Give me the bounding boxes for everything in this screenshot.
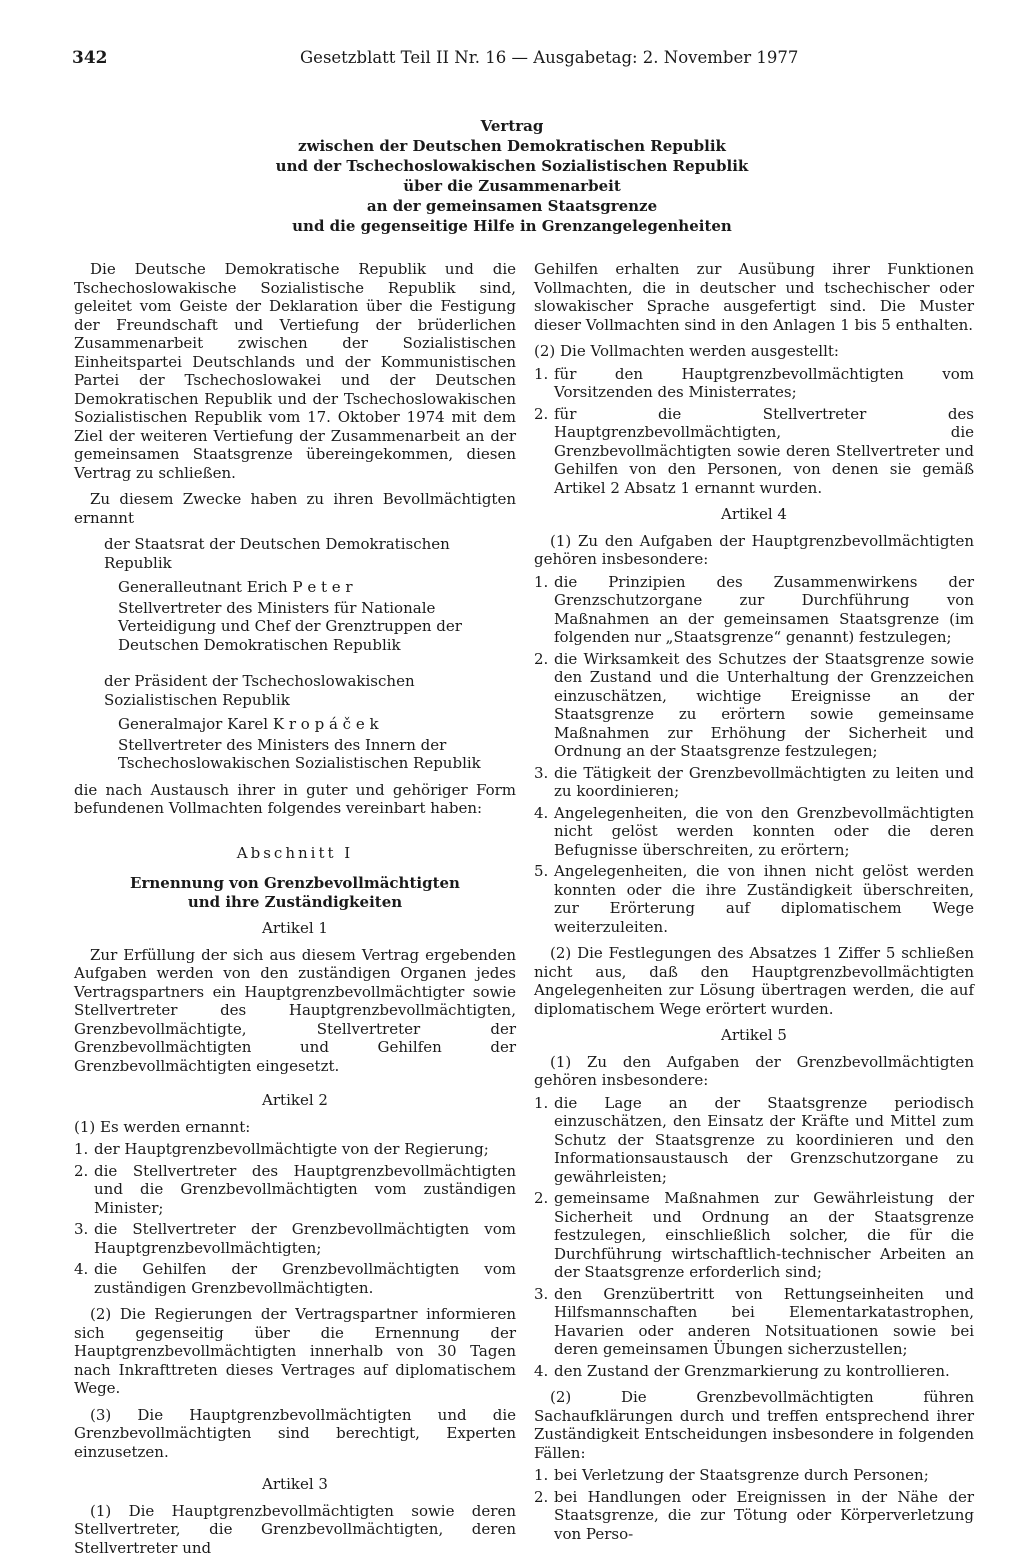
party-1: der Staatsrat der Deutschen Demokratischen Republik (104, 535, 450, 572)
article-4-heading: Artikel 4 (721, 505, 787, 523)
representative-2-name: Generalmajor Karel K r o p á č e k (118, 715, 379, 733)
representative-1-name: Generalleutnant Erich P e t e r (118, 578, 353, 596)
item-number: 2. (534, 1487, 549, 1506)
item-text: die Wirksamkeit des Schutzes der Staatsgrenze sowie den Zustand und die Unterhaltung der Grenzzeichen einzuschätzen, wichtige Ereignisse an der Staatsgrenze zu erörtern sowie gemeinsame Maßnahmen zur Erhöhung der Sicherheit und Ordnung an der Staatsgrenze festzulegen; (554, 649, 974, 760)
item-text: Angelegenheiten, die von den Grenzbevollmächtigten nicht gelöst werden konnten oder die deren Befugnisse überschreiten, zu erörtern; (554, 803, 974, 859)
title-line: und der Tschechoslowakischen Sozialistischen Republik (275, 157, 749, 175)
item-text: bei Verletzung der Staatsgrenze durch Personen; (554, 1466, 929, 1484)
item-text: Angelegenheiten, die von ihnen nicht gelöst werden konnten oder die ihre Zuständigkeit überschreiten, zur Erörterung auf diplomatischem Wege weiterzuleiten. (554, 862, 974, 936)
item-number: 1. (534, 572, 549, 591)
article-3-heading: Artikel 3 (262, 1475, 328, 1493)
item-text: für die Stellvertreter des Hauptgrenzbevollmächtigten, die Grenzbevollmächtigten sowie deren Stellvertreter und Gehilfen von den Personen, von denen sie gemäß Artikel 2 Absatz 1 ernannt wurden. (554, 404, 974, 497)
article-3-paragraph-2: (2) Die Vollmachten werden ausgestellt: (534, 342, 839, 360)
item-number: 1. (74, 1140, 89, 1158)
item-number: 3. (534, 1284, 549, 1303)
article-1-heading: Artikel 1 (262, 919, 328, 937)
article-4-paragraph-1: (1) Zu den Aufgaben der Hauptgrenzbevollmächtigten gehören insbesondere: (534, 531, 974, 568)
article-3-continuation: Gehilfen erhalten zur Ausübung ihrer Funktionen Vollmachten, die in deutscher und tschechischer oder slowakischer Sprache ausgefertigt sind. Die Muster dieser Vollmachten sind in den Anlagen 1 bis 5 enthalten. (534, 260, 974, 334)
page-header (72, 48, 952, 74)
list-item (534, 804, 974, 860)
article-4-paragraph-2: (2) Die Festlegungen des Absatzes 1 Ziffer 5 schließen nicht aus, daß den Hauptgrenzbevollmächtigten Angelegenheiten zur Lösung übertragen werden, die auf diplomatischem Wege erörtert wurden. (534, 944, 974, 1018)
list-item (534, 1466, 974, 1485)
appointment-intro: Zu diesem Zwecke haben zu ihren Bevollmächtigten ernannt (74, 490, 516, 527)
left-column (74, 260, 516, 1565)
list-item (534, 365, 974, 402)
item-number: 2. (534, 649, 549, 668)
item-text: die Stellvertreter des Hauptgrenzbevollmächtigten und die Grenzbevollmächtigten vom zuständigen Minister; (94, 1161, 516, 1217)
item-number: 1. (534, 364, 549, 383)
section-title-line-1: Ernennung von Grenzbevollmächtigten (130, 874, 460, 892)
title-line: Vertrag (480, 117, 544, 135)
item-text: die Stellvertreter der Grenzbevollmächtigten vom Hauptgrenzbevollmächtigten; (94, 1220, 516, 1257)
list-item (534, 1285, 974, 1359)
section-title-line-2: und ihre Zuständigkeiten (187, 892, 403, 911)
title-line: über die Zusammenarbeit (403, 177, 621, 195)
item-text: für den Hauptgrenzbevollmächtigten vom Vorsitzenden des Ministerrates; (554, 364, 974, 401)
representative-1-description: Stellvertreter des Ministers für Nationale Verteidigung und Chef der Grenztruppen der Deutschen Demokratischen Republik (118, 598, 462, 654)
preamble: Die Deutsche Demokratische Republik und die Tschechoslowakische Sozialistische Republik sind, geleitet vom Geiste der Deklaration über die Festigung der Freundschaft und Vertiefung der brüderlichen Zusammenarbeit zwischen der Sozialistischen Einheitspartei Deutschlands und der Kommunistischen Partei der Tschechoslowakei und der Deutschen Demokratischen Republik und der Tschechoslowakischen Sozialistischen Republik vom 17. Oktober 1974 mit dem Ziel der weiteren Vertiefung der Zusammenarbeit an der gemeinsamen Staatsgrenze übereingekommen, diesen Vertrag zu schließen. (74, 260, 516, 482)
article-5-paragraph-2: (2) Die Grenzbevollmächtigten führen Sachaufklärungen durch und treffen entsprechend ihrer Zuständigkeit Entscheidungen insbesondere in folgenden Fällen: (534, 1388, 974, 1462)
representative-2-description: Stellvertreter des Ministers des Innern der Tschechoslowakischen Sozialistischen Republik (118, 735, 481, 772)
page-number: 342 (72, 48, 108, 68)
item-number: 4. (534, 1361, 549, 1380)
section-heading: Abschnitt I (236, 843, 354, 862)
item-number: 2. (534, 404, 549, 423)
item-number: 5. (534, 862, 549, 880)
closing-formula: die nach Austausch ihrer in guter und gehöriger Form befundenen Vollmachten folgendes vereinbart haben: (74, 780, 516, 817)
title-line: zwischen der Deutschen Demokratischen Republik (298, 137, 726, 155)
list-item (74, 1140, 516, 1159)
article-2-paragraph-2: (2) Die Regierungen der Vertragspartner informieren sich gegenseitig über die Ernennung der Hauptgrenzbevollmächtigten innerhalb von 30 Tagen nach Inkrafttreten dieses Vertrages auf diplomatischem Wege. (74, 1305, 516, 1397)
article-2-heading: Artikel 2 (262, 1091, 328, 1109)
item-number: 3. (534, 763, 549, 782)
article-3-paragraph-1: (1) Die Hauptgrenzbevollmächtigten sowie deren Stellvertreter, die Grenzbevollmächtigten, deren Stellvertreter und (74, 1501, 516, 1557)
title-line: und die gegenseitige Hilfe in Grenzangelegenheiten (292, 217, 732, 235)
item-number: 2. (74, 1161, 89, 1180)
list-item (534, 1189, 974, 1282)
list-item (534, 1488, 974, 1544)
item-text: gemeinsame Maßnahmen zur Gewährleistung der Sicherheit und Ordnung an der Staatsgrenze festzulegen, einschließlich solcher, die für die Durchführung wirtschaftlich-technischer Arbeiten an der Staatsgrenze erforderlich sind; (554, 1189, 974, 1281)
item-text: die Lage an der Staatsgrenze periodisch einzuschätzen, den Einsatz der Kräfte und Mittel zum Schutz der Staatsgrenze zu koordinieren und den Informationsaustausch der Grenzschutzorgane zu gewährleisten; (554, 1093, 974, 1186)
article-1-text: Zur Erfüllung der sich aus diesem Vertrag ergebenden Aufgaben werden von den zuständigen Organen jedes Vertragspartners ein Hauptgrenzbevollmächtigter sowie Stellvertreter des Hauptgrenzbevollmächtigten, Grenzbevollmächtigte, Stellvertreter der Grenzbevollmächtigten und Gehilfen der Grenzbevollmächtigten eingesetzt. (74, 945, 516, 1075)
list-item (534, 1094, 974, 1187)
item-text: den Zustand der Grenzmarkierung zu kontrollieren. (554, 1361, 950, 1380)
article-2-paragraph-1: (1) Es werden ernannt: (74, 1117, 251, 1136)
item-number: 4. (74, 1260, 89, 1278)
item-text: der Hauptgrenzbevollmächtigte von der Regierung; (94, 1140, 489, 1158)
item-number: 3. (74, 1220, 89, 1238)
item-text: die Prinzipien des Zusammenwirkens der Grenzschutzorgane zur Durchführung von Maßnahmen an der gemeinsamen Staatsgrenze (im folgenden nur „Staatsgrenze“ genannt) festzulegen; (554, 572, 974, 646)
item-number: 1. (534, 1093, 549, 1112)
right-column (534, 260, 974, 1546)
item-number: 1. (534, 1466, 549, 1484)
list-item (534, 573, 974, 647)
list-item (74, 1220, 516, 1257)
item-text: den Grenzübertritt von Rettungseinheiten und Hilfsmannschaften bei Elementarkatastrophen, Havarien oder anderen Notsituationen sowie bei deren gemeinsamen Übungen sicherzustellen; (554, 1284, 974, 1358)
list-item (534, 405, 974, 498)
item-number: 4. (534, 803, 549, 822)
item-text: die Tätigkeit der Grenzbevollmächtigten zu leiten und zu koordinieren; (554, 763, 974, 800)
list-item (534, 764, 974, 801)
running-title: Gesetzblatt Teil II Nr. 16 — Ausgabetag: 2. November 1977 (300, 48, 799, 67)
list-item (534, 862, 974, 936)
list-item (74, 1162, 516, 1218)
article-5-paragraph-1: (1) Zu den Aufgaben der Grenzbevollmächtigten gehören insbesondere: (534, 1052, 974, 1089)
list-item (534, 650, 974, 761)
party-2: der Präsident der Tschechoslowakischen Sozialistischen Republik (104, 672, 415, 709)
article-5-heading: Artikel 5 (721, 1026, 787, 1044)
article-2-paragraph-3: (3) Die Hauptgrenzbevollmächtigten und die Grenzbevollmächtigten sind berechtigt, Experten einzusetzen. (74, 1405, 516, 1461)
item-text: die Gehilfen der Grenzbevollmächtigten vom zuständigen Grenzbevollmächtigten. (94, 1260, 516, 1297)
list-item (534, 1362, 974, 1381)
treaty-title (0, 116, 1024, 236)
item-number: 2. (534, 1189, 549, 1207)
item-text: bei Handlungen oder Ereignissen in der Nähe der Staatsgrenze, die zur Tötung oder Körperverletzung von Perso- (554, 1487, 974, 1543)
list-item (74, 1260, 516, 1297)
title-line: an der gemeinsamen Staatsgrenze (366, 197, 658, 215)
